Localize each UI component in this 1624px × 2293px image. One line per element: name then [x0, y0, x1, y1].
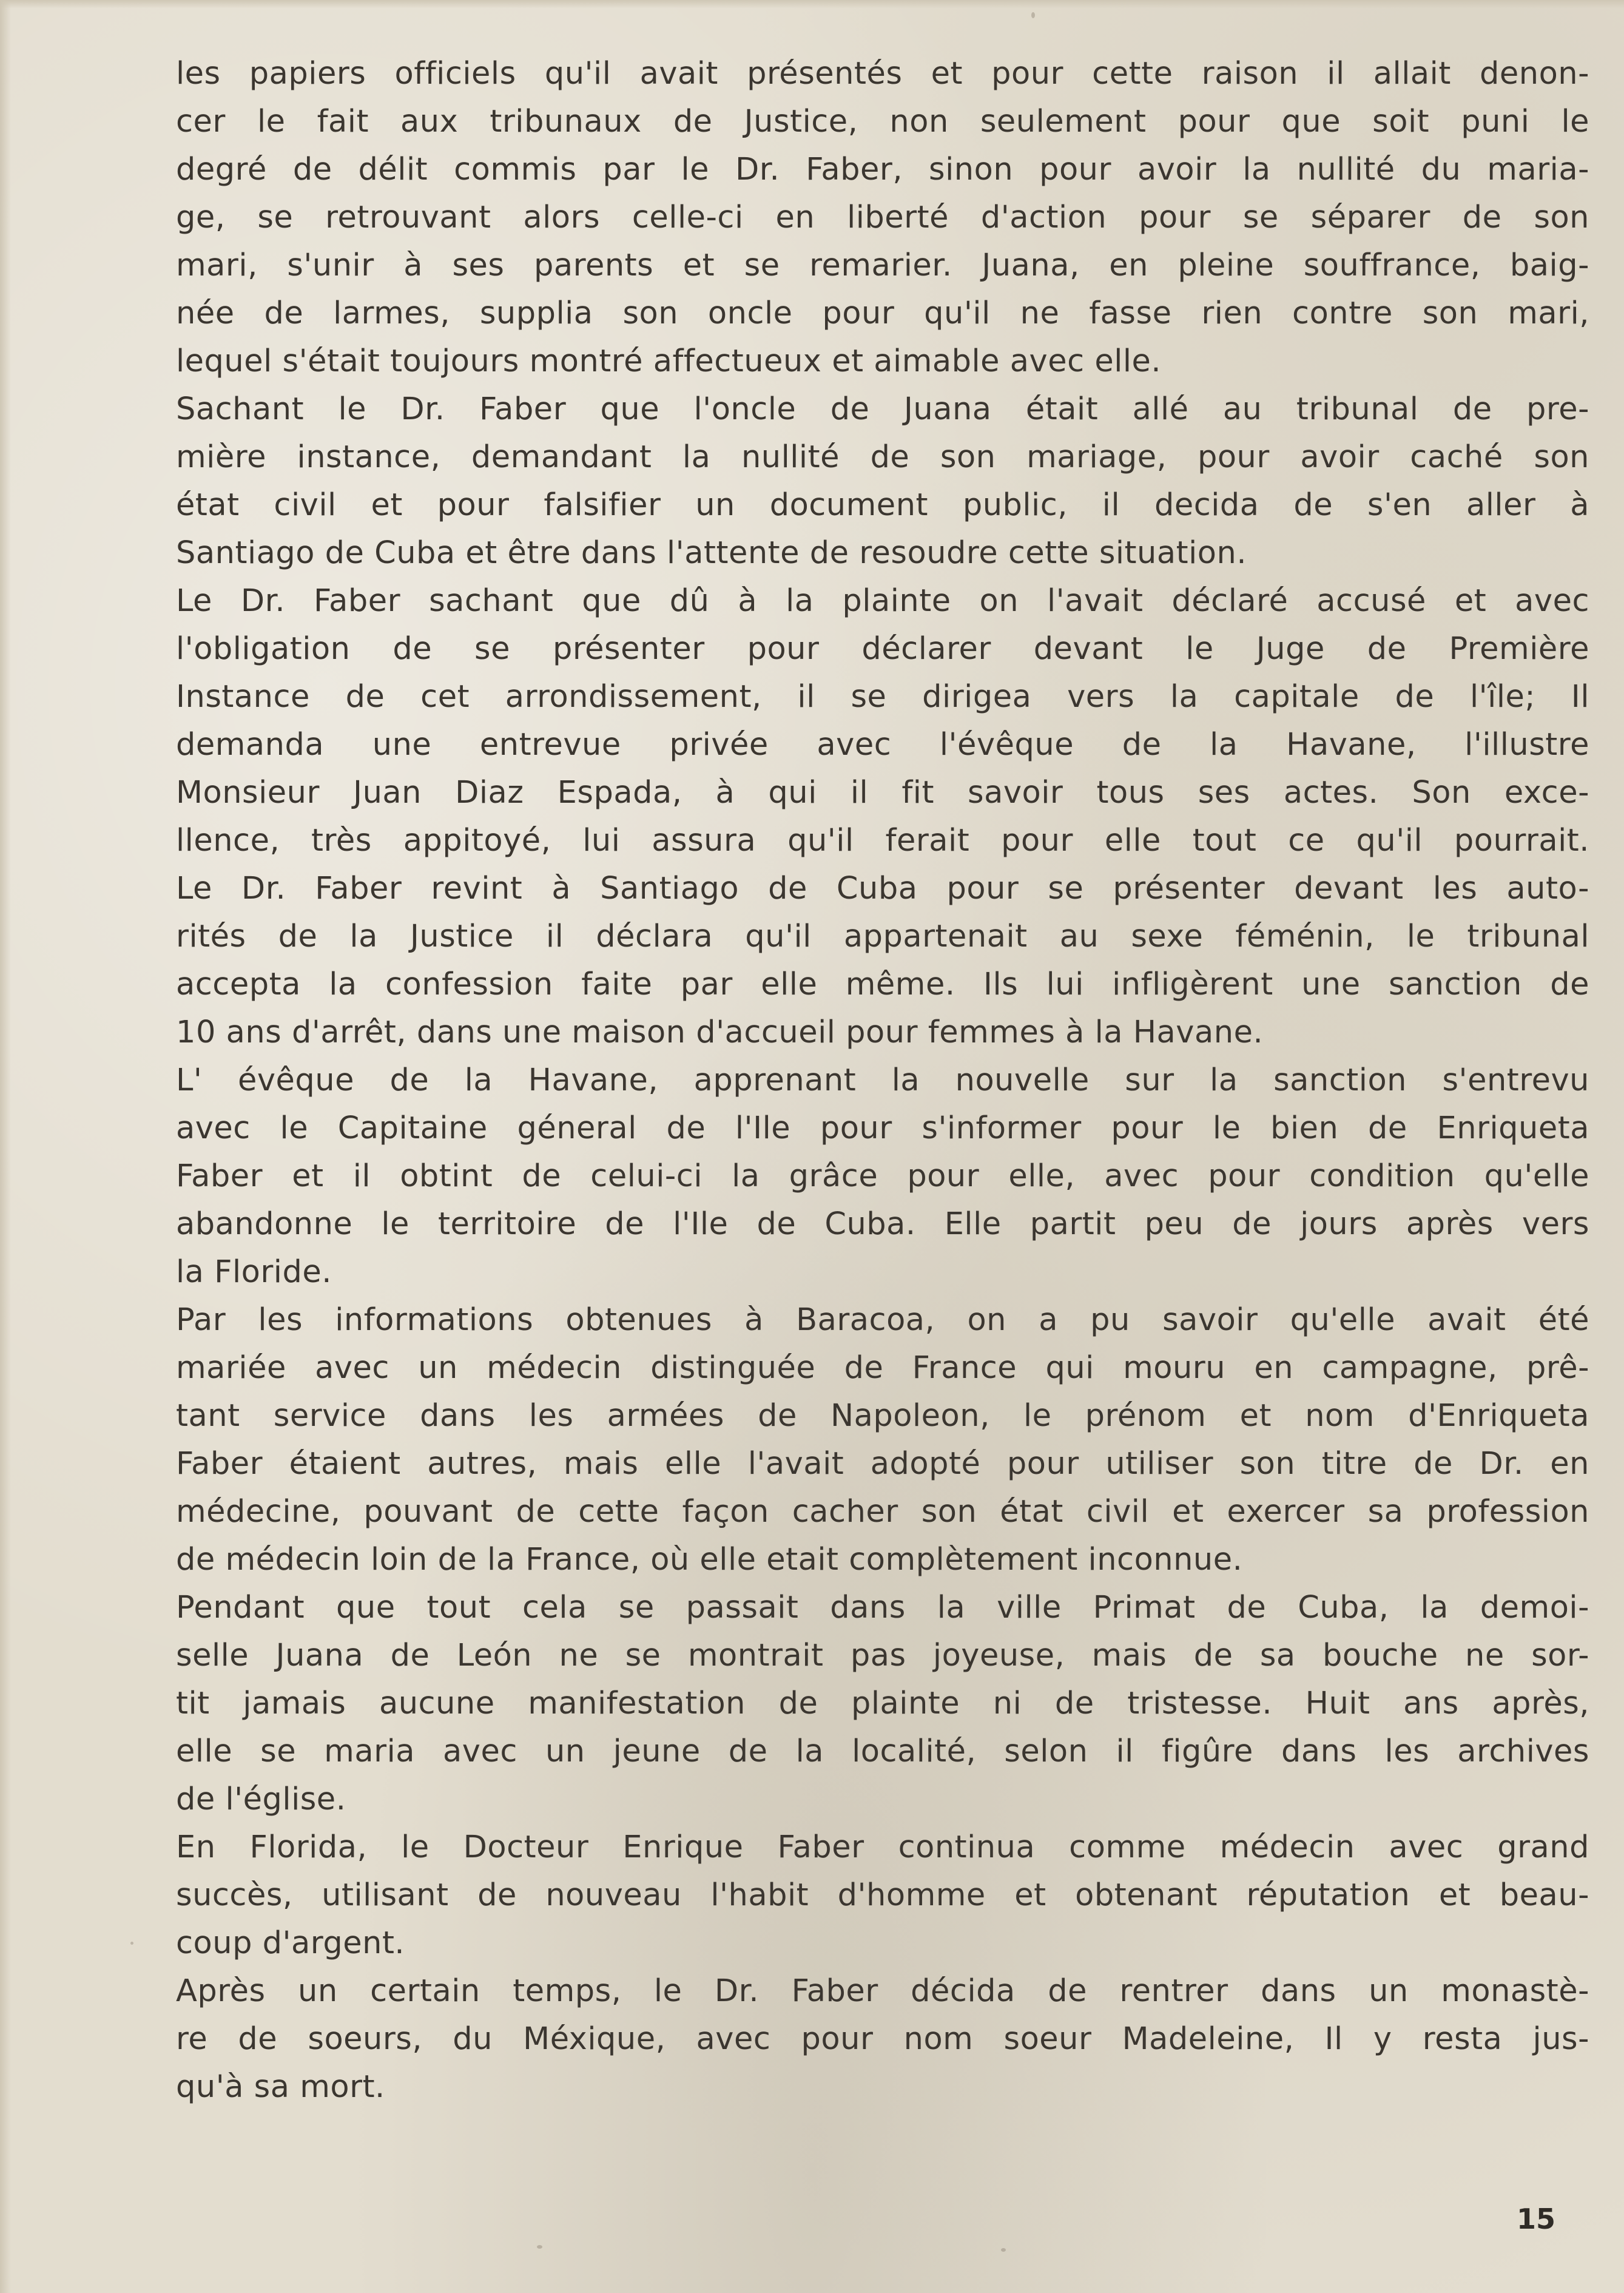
text-line: accepta la confession faite par elle même. Ils lui infligèrent une sanction de — [176, 967, 1589, 1002]
text-line: demanda une entrevue privée avec l'évêque de la Havane, l'illustre — [176, 727, 1589, 763]
text-line: cer le fait aux tribunaux de Justice, non seulement pour que soit puni le — [176, 104, 1589, 140]
text-line: ge, se retrouvant alors celle-ci en liberté d'action pour se séparer de son — [176, 200, 1589, 235]
page-edge-top — [0, 0, 1624, 8]
text-line: de médecin loin de la France, où elle etait complètement inconnue. — [176, 1542, 1243, 1578]
text-line: mariée avec un médecin distinguée de France qui mouru en campagne, prê- — [176, 1350, 1589, 1386]
text-line: avec le Capitaine géneral de l'Ile pour s'informer pour le bien de Enriqueta — [176, 1110, 1589, 1146]
text-line: qu'à sa mort. — [176, 2069, 385, 2105]
text-line: mari, s'unir à ses parents et se remarier. Juana, en pleine souffrance, baig- — [176, 248, 1589, 283]
text-line: les papiers officiels qu'il avait présentés et pour cette raison il allait denon- — [176, 56, 1589, 92]
text-line: Le Dr. Faber revint à Santiago de Cuba pour se présenter devant les auto- — [176, 871, 1589, 907]
text-line: Faber et il obtint de celui-ci la grâce pour elle, avec pour condition qu'elle — [176, 1158, 1589, 1194]
text-line: abandonne le territoire de l'Ile de Cuba. Elle partit peu de jours après vers — [176, 1206, 1589, 1242]
text-line: elle se maria avec un jeune de la localité, selon il figûre dans les archives — [176, 1734, 1589, 1769]
text-line: état civil et pour falsifier un document public, il decida de s'en aller à — [176, 487, 1589, 523]
text-line: 10 ans d'arrêt, dans une maison d'accueil pour femmes à la Havane. — [176, 1015, 1264, 1050]
paper-speck — [537, 2245, 542, 2249]
text-line: Instance de cet arrondissement, il se dirigea vers la capitale de l'île; Il — [176, 679, 1589, 715]
text-line: Santiago de Cuba et être dans l'attente de resoudre cette situation. — [176, 535, 1247, 571]
text-line: re de soeurs, du Méxique, avec pour nom soeur Madeleine, Il y resta jus- — [176, 2021, 1589, 2057]
text-line: succès, utilisant de nouveau l'habit d'homme et obtenant réputation et beau- — [176, 1877, 1589, 1913]
page-number: 15 — [1517, 2203, 1556, 2235]
text-line: de l'église. — [176, 1781, 346, 1817]
text-line: Faber étaient autres, mais elle l'avait adopté pour utiliser son titre de Dr. en — [176, 1446, 1589, 1482]
text-line: En Florida, le Docteur Enrique Faber continua comme médecin avec grand — [176, 1829, 1589, 1865]
text-line: née de larmes, supplia son oncle pour qu'il ne fasse rien contre son mari, — [176, 295, 1589, 331]
page-edge-left — [0, 0, 11, 2293]
paper-speck — [1001, 2248, 1006, 2252]
text-line: la Floride. — [176, 1254, 332, 1290]
paper-speck — [1031, 12, 1035, 18]
text-line: L' évêque de la Havane, apprenant la nouvelle sur la sanction s'entrevu — [176, 1062, 1589, 1098]
text-line: llence, très appitoyé, lui assura qu'il ferait pour elle tout ce qu'il pourrait. — [176, 823, 1589, 859]
text-line: tit jamais aucune manifestation de plainte ni de tristesse. Huit ans après, — [176, 1686, 1589, 1721]
text-line: Monsieur Juan Diaz Espada, à qui il fit savoir tous ses actes. Son exce- — [176, 775, 1589, 811]
text-line: selle Juana de León ne se montrait pas joyeuse, mais de sa bouche ne sor- — [176, 1638, 1589, 1673]
text-line: l'obligation de se présenter pour déclarer devant le Juge de Première — [176, 631, 1589, 667]
text-line: médecine, pouvant de cette façon cacher son état civil et exercer sa profession — [176, 1494, 1589, 1530]
paper-speck — [130, 1942, 133, 1945]
text-line: mière instance, demandant la nullité de son mariage, pour avoir caché son — [176, 439, 1589, 475]
text-line: Le Dr. Faber sachant que dû à la plainte on l'avait déclaré accusé et avec — [176, 583, 1589, 619]
text-line: degré de délit commis par le Dr. Faber, sinon pour avoir la nullité du maria- — [176, 152, 1589, 187]
text-line: tant service dans les armées de Napoleon, le prénom et nom d'Enriqueta — [176, 1398, 1589, 1434]
text-line: Par les informations obtenues à Baracoa, on a pu savoir qu'elle avait été — [176, 1302, 1589, 1338]
text-line: rités de la Justice il déclara qu'il appartenait au sexe féménin, le tribunal — [176, 919, 1589, 954]
text-line: Pendant que tout cela se passait dans la ville Primat de Cuba, la demoi- — [176, 1590, 1589, 1626]
text-line: Après un certain temps, le Dr. Faber décida de rentrer dans un monastè- — [176, 1973, 1589, 2009]
body-text — [176, 50, 1589, 2111]
text-line: Sachant le Dr. Faber que l'oncle de Juana était allé au tribunal de pre- — [176, 391, 1589, 427]
text-line: lequel s'était toujours montré affectueux et aimable avec elle. — [176, 343, 1162, 379]
text-line: coup d'argent. — [176, 1925, 405, 1961]
